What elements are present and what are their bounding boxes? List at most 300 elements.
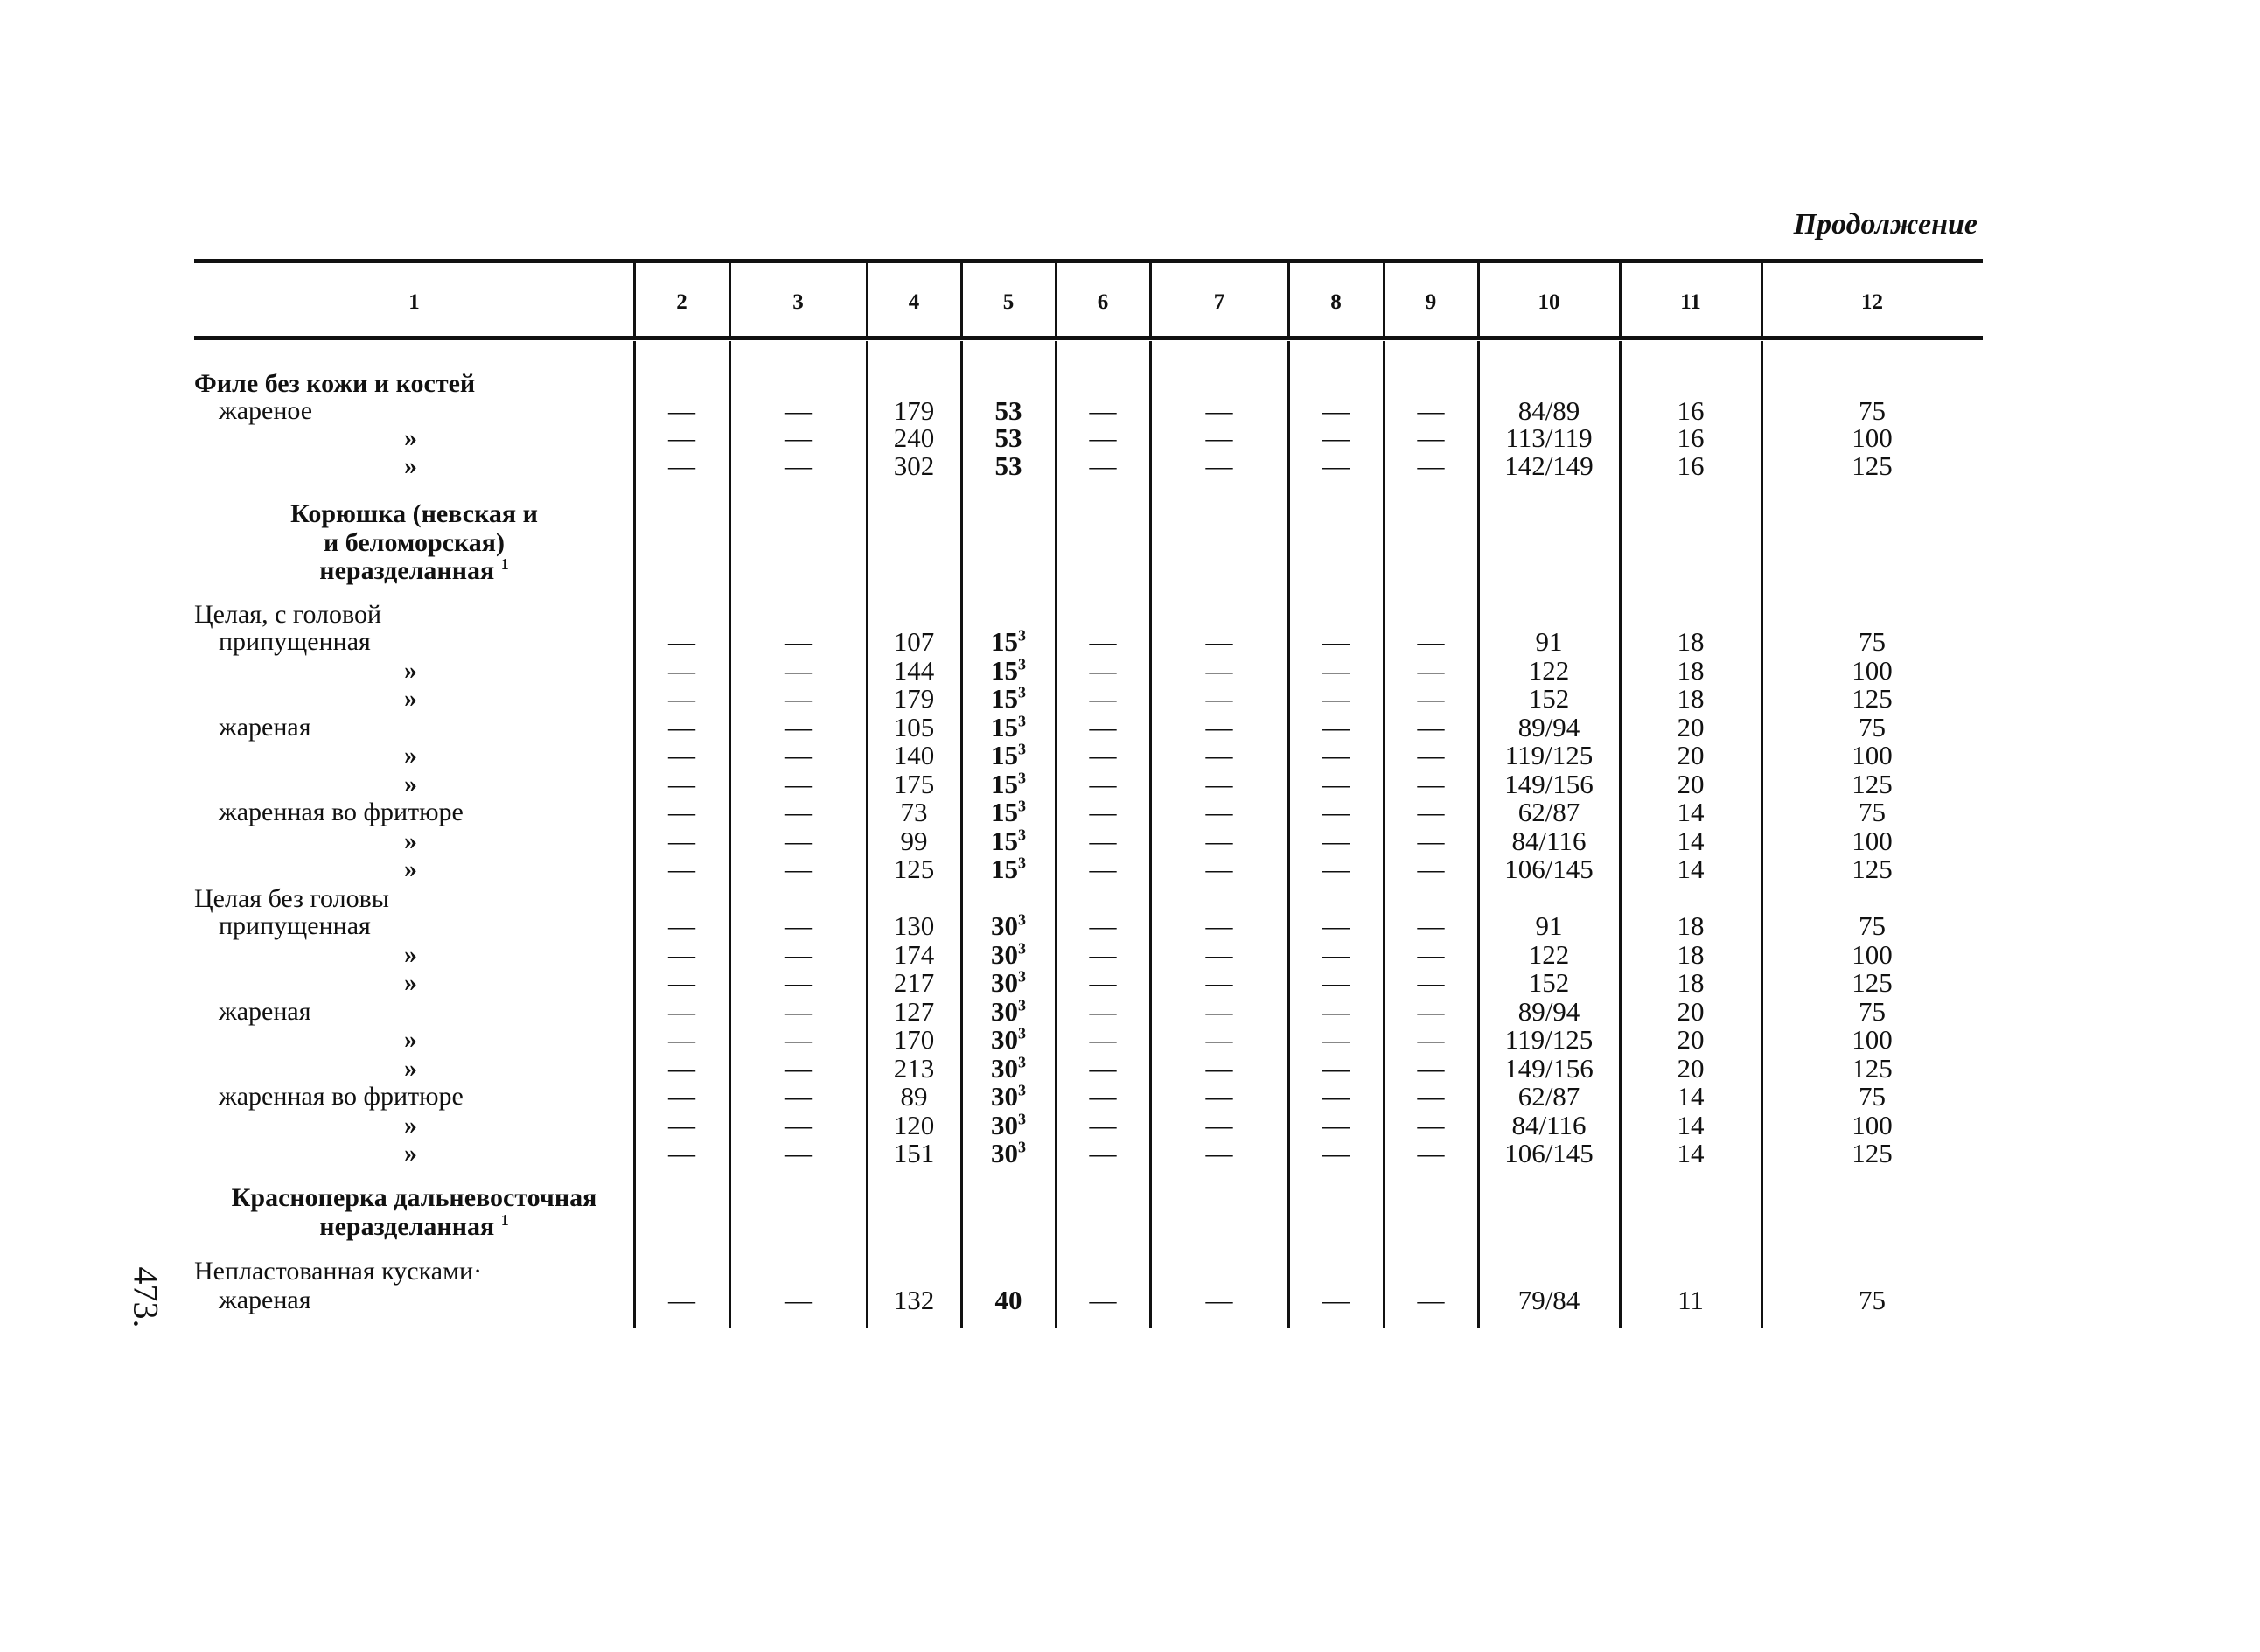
row-label: неразделанная $^1$: [319, 555, 509, 585]
dash-cell: —: [785, 450, 812, 481]
dash-cell: —: [1417, 769, 1445, 799]
cell-col-5: $30^3$: [991, 1110, 1026, 1140]
dash-cell: —: [1417, 1110, 1445, 1140]
footnote-marker: 3: [1018, 1024, 1026, 1042]
dash-cell: —: [1322, 797, 1350, 827]
cell-col-5: $15^3$: [991, 683, 1026, 714]
cell-col-4: 217: [893, 967, 935, 998]
dash-cell: —: [1322, 1081, 1350, 1112]
cell-col-12: 125: [1852, 769, 1893, 799]
dash-cell: —: [1089, 826, 1117, 856]
column-header-11: 11: [1680, 290, 1701, 314]
footnote-marker: 3: [1018, 1110, 1026, 1128]
cell-col-5: 53: [994, 422, 1022, 453]
cell-col-5: $15^3$: [991, 655, 1026, 686]
cell-col-5: $15^3$: [991, 797, 1026, 827]
column-divider: [729, 341, 731, 1328]
ditto-mark: »: [404, 1139, 417, 1168]
dash-cell: —: [1417, 450, 1445, 481]
dash-cell: —: [1089, 395, 1117, 426]
dash-cell: —: [1205, 626, 1233, 657]
column-header-6: 6: [1097, 290, 1109, 314]
ditto-mark: »: [404, 451, 417, 480]
cell-col-12: 125: [1852, 1053, 1893, 1084]
table-header-rule: [194, 336, 1983, 340]
dash-cell: —: [1417, 939, 1445, 970]
cell-col-10: 89/94: [1517, 712, 1580, 742]
dash-cell: —: [668, 1081, 695, 1112]
page-number: 473.: [126, 1266, 166, 1328]
column-divider: [1383, 261, 1385, 338]
column-header-9: 9: [1425, 290, 1437, 314]
dash-cell: —: [785, 626, 812, 657]
cell-col-12: 125: [1852, 1138, 1893, 1168]
cell-col-4: 179: [893, 395, 935, 426]
dash-cell: —: [1205, 996, 1233, 1027]
column-divider: [1761, 261, 1763, 338]
row-label: Корюшка (невская и: [290, 499, 538, 528]
dash-cell: —: [1322, 395, 1350, 426]
footnote-marker: 3: [1018, 626, 1026, 645]
dash-cell: —: [785, 712, 812, 742]
row-label: жаренная во фритюре: [219, 1082, 464, 1111]
footnote-marker: 3: [1018, 1081, 1026, 1099]
cell-col-4: 73: [900, 797, 928, 827]
cell-col-4: 170: [893, 1024, 935, 1055]
cell-col-10: 106/145: [1504, 854, 1594, 884]
dash-cell: —: [1322, 683, 1350, 714]
cell-col-4: 132: [893, 1285, 935, 1315]
dash-cell: —: [1322, 422, 1350, 453]
dash-cell: —: [1089, 1081, 1117, 1112]
dash-cell: —: [1205, 1110, 1233, 1140]
cell-col-10: 122: [1528, 655, 1570, 686]
cell-col-10: 91: [1535, 910, 1563, 941]
dash-cell: —: [1205, 939, 1233, 970]
ditto-mark: »: [404, 684, 417, 713]
cell-col-5: $30^3$: [991, 910, 1026, 941]
cell-col-11: 11: [1678, 1285, 1704, 1315]
dash-cell: —: [668, 655, 695, 686]
cell-col-5: $15^3$: [991, 740, 1026, 770]
dash-cell: —: [668, 683, 695, 714]
ditto-mark: »: [404, 656, 417, 685]
cell-col-5: 53: [994, 450, 1022, 481]
dash-cell: —: [1089, 626, 1117, 657]
dash-cell: —: [1322, 1024, 1350, 1055]
footnote-marker: 3: [1018, 655, 1026, 673]
cell-col-11: 20: [1677, 1024, 1705, 1055]
dash-cell: —: [1089, 854, 1117, 884]
cell-col-10: 142/149: [1504, 450, 1594, 481]
cell-col-11: 18: [1677, 967, 1705, 998]
cell-col-10: 152: [1528, 683, 1570, 714]
cell-col-10: 84/89: [1517, 395, 1580, 426]
dash-cell: —: [1089, 1110, 1117, 1140]
cell-col-4: 151: [893, 1138, 935, 1168]
cell-col-5: $30^3$: [991, 996, 1026, 1027]
column-divider: [1619, 261, 1622, 338]
cell-col-11: 20: [1677, 712, 1705, 742]
cell-col-5: $30^3$: [991, 1138, 1026, 1168]
dash-cell: —: [1322, 996, 1350, 1027]
dash-cell: —: [1089, 967, 1117, 998]
row-label: припущенная: [219, 911, 371, 940]
cell-col-12: 75: [1859, 626, 1886, 657]
dash-cell: —: [1205, 422, 1233, 453]
column-divider: [633, 261, 636, 338]
dash-cell: —: [1417, 626, 1445, 657]
footnote-marker: 3: [1018, 967, 1026, 986]
dash-cell: —: [668, 1024, 695, 1055]
row-label: жареная: [219, 997, 311, 1026]
footnote-marker: 3: [1018, 1138, 1026, 1156]
cell-col-4: 179: [893, 683, 935, 714]
dash-cell: —: [785, 1110, 812, 1140]
dash-cell: —: [1322, 910, 1350, 941]
cell-col-10: 89/94: [1517, 996, 1580, 1027]
cell-col-10: 119/125: [1504, 1024, 1594, 1055]
footnote-marker: 3: [1018, 797, 1026, 815]
footnote-marker: 3: [1018, 996, 1026, 1014]
footnote-marker: 3: [1018, 683, 1026, 701]
cell-col-12: 100: [1852, 1110, 1893, 1140]
dash-cell: —: [668, 939, 695, 970]
row-label: Филе без кожи и костей: [194, 369, 476, 398]
column-divider: [960, 261, 963, 338]
dash-cell: —: [785, 996, 812, 1027]
dash-cell: —: [1205, 655, 1233, 686]
column-divider: [1287, 341, 1290, 1328]
cell-col-11: 20: [1677, 1053, 1705, 1084]
dash-cell: —: [1089, 450, 1117, 481]
row-label: Красноперка дальневосточная: [231, 1183, 597, 1212]
dash-cell: —: [1322, 655, 1350, 686]
column-header-12: 12: [1861, 290, 1883, 314]
cell-col-4: 89: [900, 1081, 928, 1112]
ditto-mark: »: [404, 741, 417, 770]
dash-cell: —: [1322, 740, 1350, 770]
dash-cell: —: [668, 422, 695, 453]
dash-cell: —: [785, 797, 812, 827]
dash-cell: —: [1322, 712, 1350, 742]
dash-cell: —: [1417, 996, 1445, 1027]
dash-cell: —: [1322, 1285, 1350, 1315]
dash-cell: —: [1322, 854, 1350, 884]
cell-col-4: 130: [893, 910, 935, 941]
cell-col-10: 152: [1528, 967, 1570, 998]
ditto-mark: »: [404, 1111, 417, 1140]
dash-cell: —: [785, 967, 812, 998]
dash-cell: —: [1205, 1285, 1233, 1315]
cell-col-4: 125: [893, 854, 935, 884]
cell-col-5: $15^3$: [991, 826, 1026, 856]
ditto-mark: »: [404, 854, 417, 883]
dash-cell: —: [668, 626, 695, 657]
dash-cell: —: [1322, 967, 1350, 998]
column-divider: [960, 341, 963, 1328]
cell-col-4: 213: [893, 1053, 935, 1084]
dash-cell: —: [1205, 910, 1233, 941]
ditto-mark: »: [404, 940, 417, 969]
cell-col-4: 175: [893, 769, 935, 799]
dash-cell: —: [1205, 683, 1233, 714]
cell-col-10: 62/87: [1517, 797, 1580, 827]
cell-col-12: 100: [1852, 826, 1893, 856]
cell-col-4: 105: [893, 712, 935, 742]
dash-cell: —: [785, 769, 812, 799]
dash-cell: —: [1205, 712, 1233, 742]
dash-cell: —: [1205, 854, 1233, 884]
dash-cell: —: [1089, 1138, 1117, 1168]
footnote-marker: 1: [500, 1211, 509, 1229]
dash-cell: —: [1322, 626, 1350, 657]
cell-col-4: 127: [893, 996, 935, 1027]
cell-col-11: 18: [1677, 683, 1705, 714]
column-divider: [866, 341, 868, 1328]
dash-cell: —: [785, 740, 812, 770]
cell-col-11: 18: [1677, 939, 1705, 970]
dash-cell: —: [1417, 683, 1445, 714]
cell-col-12: 75: [1859, 797, 1886, 827]
column-header-5: 5: [1002, 290, 1015, 314]
cell-col-4: 240: [893, 422, 935, 453]
column-header-7: 7: [1213, 290, 1225, 314]
dash-cell: —: [1089, 740, 1117, 770]
dash-cell: —: [1205, 769, 1233, 799]
cell-col-4: 99: [900, 826, 928, 856]
cell-col-5: $30^3$: [991, 967, 1026, 998]
column-divider: [866, 261, 868, 338]
cell-col-11: 14: [1677, 1110, 1705, 1140]
cell-col-11: 14: [1677, 1081, 1705, 1112]
dash-cell: —: [785, 1024, 812, 1055]
dash-cell: —: [785, 1053, 812, 1084]
row-label: Непластованная кусками·: [194, 1257, 483, 1286]
ditto-mark: »: [404, 770, 417, 798]
dash-cell: —: [668, 797, 695, 827]
cell-col-11: 14: [1677, 797, 1705, 827]
cell-col-11: 18: [1677, 626, 1705, 657]
cell-col-12: 100: [1852, 422, 1893, 453]
dash-cell: —: [1417, 712, 1445, 742]
ditto-mark: »: [404, 423, 417, 452]
dash-cell: —: [1089, 712, 1117, 742]
dash-cell: —: [1089, 910, 1117, 941]
dash-cell: —: [785, 826, 812, 856]
cell-col-5: $30^3$: [991, 939, 1026, 970]
column-divider: [1149, 341, 1152, 1328]
cell-col-12: 75: [1859, 996, 1886, 1027]
row-label: и беломорская): [323, 528, 506, 557]
cell-col-11: 20: [1677, 769, 1705, 799]
column-header-2: 2: [676, 290, 687, 314]
cell-col-12: 75: [1859, 910, 1886, 941]
cell-col-10: 149/156: [1504, 769, 1594, 799]
column-divider: [633, 341, 636, 1328]
cell-col-10: 79/84: [1517, 1285, 1580, 1315]
dash-cell: —: [1322, 1110, 1350, 1140]
dash-cell: —: [785, 1285, 812, 1315]
continuation-label: Продолжение: [1793, 208, 1978, 240]
cell-col-12: 75: [1859, 1285, 1886, 1315]
cell-col-5: $15^3$: [991, 769, 1026, 799]
cell-col-12: 125: [1852, 967, 1893, 998]
column-divider: [1055, 261, 1057, 338]
cell-col-11: 16: [1677, 422, 1705, 453]
data-table: [194, 259, 1983, 1328]
dash-cell: —: [785, 854, 812, 884]
cell-col-11: 14: [1677, 1138, 1705, 1168]
dash-cell: —: [668, 712, 695, 742]
cell-col-11: 16: [1677, 450, 1705, 481]
dash-cell: —: [668, 967, 695, 998]
dash-cell: —: [1205, 1024, 1233, 1055]
column-header-8: 8: [1330, 290, 1342, 314]
dash-cell: —: [1089, 769, 1117, 799]
dash-cell: —: [785, 395, 812, 426]
footnote-marker: 3: [1018, 826, 1026, 844]
cell-col-5: 53: [994, 395, 1022, 426]
dash-cell: —: [1417, 854, 1445, 884]
footnote-marker: 3: [1018, 910, 1026, 929]
row-label: жареное: [219, 396, 313, 425]
dash-cell: —: [1205, 1138, 1233, 1168]
cell-col-11: 14: [1677, 826, 1705, 856]
cell-col-12: 100: [1852, 740, 1893, 770]
footnote-marker: 3: [1018, 854, 1026, 872]
dash-cell: —: [1089, 939, 1117, 970]
cell-col-11: 18: [1677, 655, 1705, 686]
cell-col-12: 125: [1852, 854, 1893, 884]
dash-cell: —: [1417, 826, 1445, 856]
column-divider: [1383, 341, 1385, 1328]
cell-col-11: 14: [1677, 854, 1705, 884]
footnote-marker: 3: [1018, 740, 1026, 758]
cell-col-11: 20: [1677, 740, 1705, 770]
dash-cell: —: [1205, 740, 1233, 770]
dash-cell: —: [1205, 826, 1233, 856]
dash-cell: —: [1089, 1053, 1117, 1084]
cell-col-5: $15^3$: [991, 712, 1026, 742]
cell-col-11: 20: [1677, 996, 1705, 1027]
dash-cell: —: [668, 1053, 695, 1084]
dash-cell: —: [1322, 1138, 1350, 1168]
cell-col-4: 120: [893, 1110, 935, 1140]
dash-cell: —: [668, 769, 695, 799]
column-divider: [1287, 261, 1290, 338]
dash-cell: —: [1417, 797, 1445, 827]
footnote-marker: 3: [1018, 1053, 1026, 1071]
cell-col-12: 75: [1859, 395, 1886, 426]
cell-col-5: $15^3$: [991, 626, 1026, 657]
column-header-4: 4: [908, 290, 920, 314]
dash-cell: —: [1417, 1138, 1445, 1168]
dash-cell: —: [1089, 797, 1117, 827]
dash-cell: —: [668, 740, 695, 770]
cell-col-12: 125: [1852, 683, 1893, 714]
column-divider: [1149, 261, 1152, 338]
dash-cell: —: [668, 826, 695, 856]
dash-cell: —: [785, 422, 812, 453]
dash-cell: —: [785, 939, 812, 970]
dash-cell: —: [668, 1138, 695, 1168]
cell-col-4: 144: [893, 655, 935, 686]
cell-col-4: 107: [893, 626, 935, 657]
dash-cell: —: [1089, 655, 1117, 686]
dash-cell: —: [1417, 1053, 1445, 1084]
cell-col-10: 84/116: [1511, 826, 1587, 856]
cell-col-5: $30^3$: [991, 1053, 1026, 1084]
cell-col-11: 16: [1677, 395, 1705, 426]
cell-col-10: 91: [1535, 626, 1563, 657]
cell-col-11: 18: [1677, 910, 1705, 941]
dash-cell: —: [785, 655, 812, 686]
row-label: жареная: [219, 713, 311, 742]
dash-cell: —: [1089, 422, 1117, 453]
cell-col-4: 302: [893, 450, 935, 481]
dash-cell: —: [1322, 450, 1350, 481]
dash-cell: —: [1205, 967, 1233, 998]
dash-cell: —: [1417, 655, 1445, 686]
dash-cell: —: [1322, 826, 1350, 856]
footnote-marker: 3: [1018, 769, 1026, 787]
dash-cell: —: [785, 910, 812, 941]
dash-cell: —: [1417, 1081, 1445, 1112]
footnote-marker: 1: [500, 555, 509, 573]
dash-cell: —: [1089, 1024, 1117, 1055]
cell-col-10: 122: [1528, 939, 1570, 970]
dash-cell: —: [668, 450, 695, 481]
dash-cell: —: [1322, 769, 1350, 799]
dash-cell: —: [668, 395, 695, 426]
dash-cell: —: [1417, 1024, 1445, 1055]
cell-col-5: $15^3$: [991, 854, 1026, 884]
dash-cell: —: [1417, 422, 1445, 453]
cell-col-12: 75: [1859, 712, 1886, 742]
row-label: припущенная: [219, 627, 371, 656]
row-label: Целая, с головой: [194, 600, 382, 629]
column-header-10: 10: [1538, 290, 1560, 314]
dash-cell: —: [1205, 1053, 1233, 1084]
cell-col-12: 100: [1852, 1024, 1893, 1055]
dash-cell: —: [1417, 395, 1445, 426]
column-header-1: 1: [408, 290, 420, 314]
dash-cell: —: [1417, 1285, 1445, 1315]
table-top-rule: [194, 259, 1983, 263]
dash-cell: —: [1089, 996, 1117, 1027]
dash-cell: —: [668, 1285, 695, 1315]
column-divider: [1761, 341, 1763, 1328]
row-label: неразделанная $^1$: [319, 1211, 509, 1241]
row-label: жаренная во фритюре: [219, 798, 464, 826]
cell-col-5: 40: [994, 1285, 1022, 1315]
dash-cell: —: [1322, 1053, 1350, 1084]
cell-col-12: 75: [1859, 1081, 1886, 1112]
row-label: Целая без головы: [194, 884, 389, 913]
dash-cell: —: [1205, 450, 1233, 481]
ditto-mark: »: [404, 1025, 417, 1054]
cell-col-5: $30^3$: [991, 1081, 1026, 1112]
dash-cell: —: [1089, 683, 1117, 714]
column-divider: [1055, 341, 1057, 1328]
cell-col-12: 100: [1852, 939, 1893, 970]
column-divider: [729, 261, 731, 338]
dash-cell: —: [668, 854, 695, 884]
dash-cell: —: [785, 1138, 812, 1168]
dash-cell: —: [1089, 1285, 1117, 1315]
cell-col-10: 149/156: [1504, 1053, 1594, 1084]
